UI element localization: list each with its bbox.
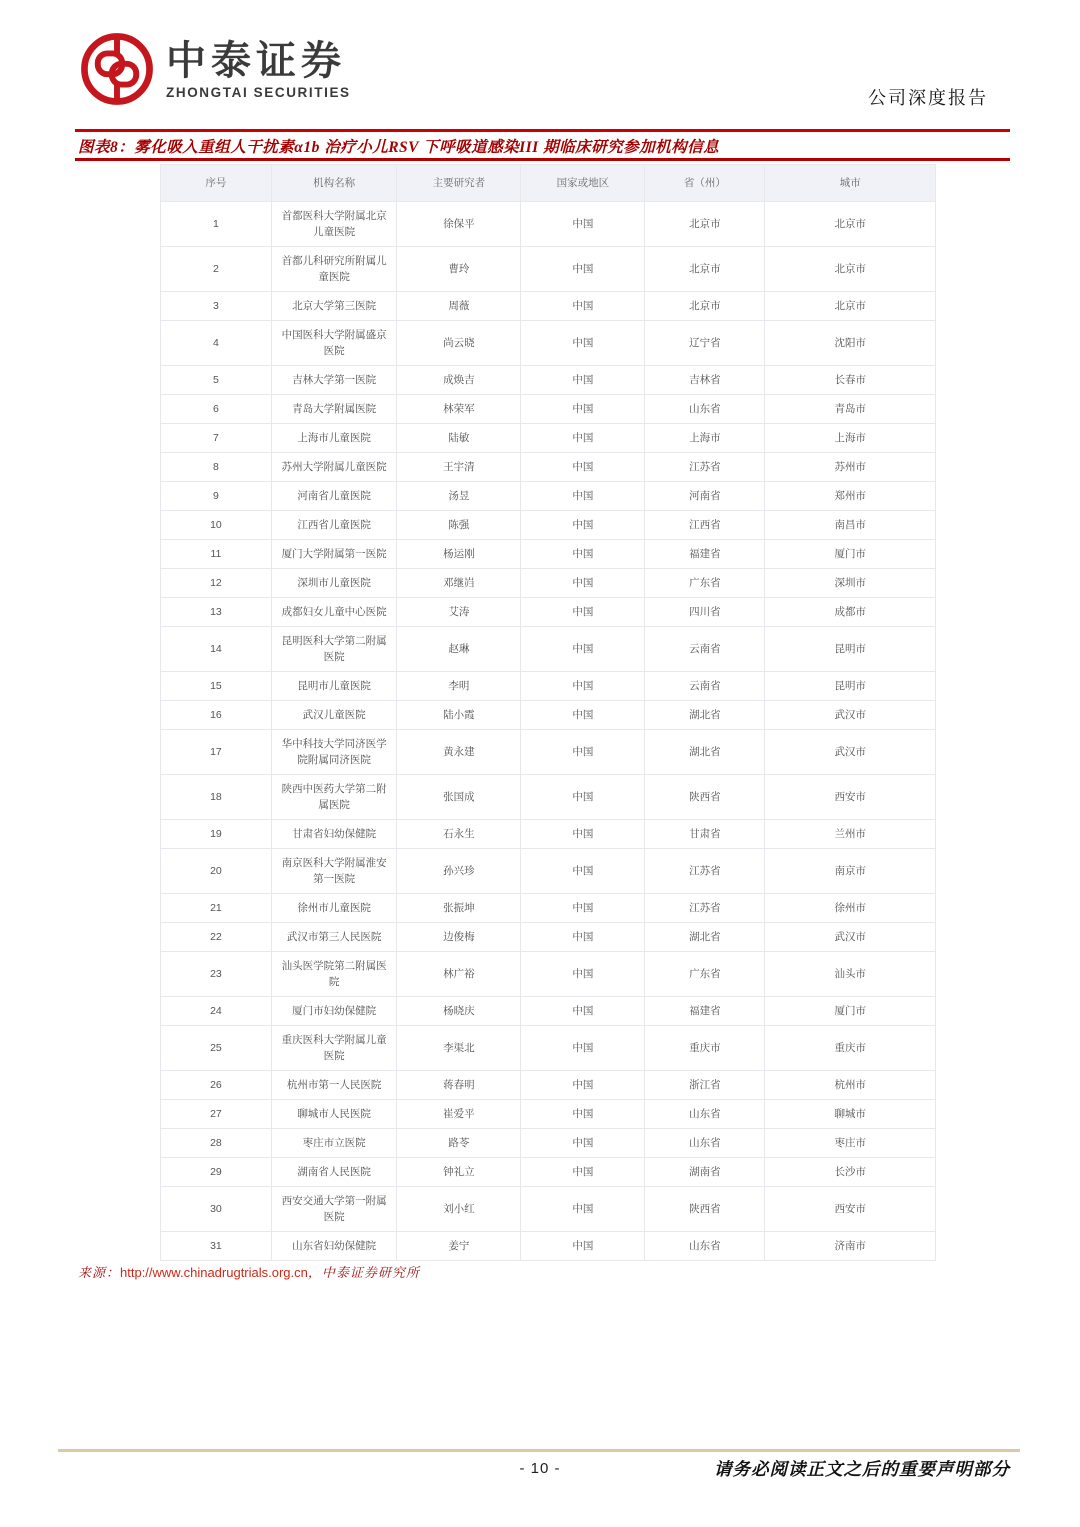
table-cell: 5 [161,366,272,395]
column-header: 机构名称 [271,165,397,202]
table-cell: 云南省 [645,627,765,672]
brand-logo [80,32,351,106]
table-cell: 湖北省 [645,923,765,952]
table-cell: 上海市 [765,424,936,453]
table-cell: 杭州市 [765,1071,936,1100]
table-row [161,701,936,730]
table-cell: 厦门市妇幼保健院 [271,997,397,1026]
table-cell: 中国 [521,598,645,627]
table-cell: 29 [161,1158,272,1187]
table-row [161,894,936,923]
table-cell: 中国 [521,849,645,894]
table-row [161,366,936,395]
table-cell: 枣庄市立医院 [271,1129,397,1158]
table-row [161,1158,936,1187]
table-cell: 中国 [521,894,645,923]
table-cell: 华中科技大学同济医学院附属同济医院 [271,730,397,775]
table-cell: 苏州市 [765,453,936,482]
brand-text [166,39,351,100]
table-cell: 3 [161,292,272,321]
report-type-label: 公司深度报告 [868,88,988,108]
table-cell: 武汉市 [765,730,936,775]
table-cell: 中国 [521,1187,645,1232]
table-cell: 江西省儿童医院 [271,511,397,540]
table-row [161,321,936,366]
table-row [161,952,936,997]
table-cell: 湖北省 [645,701,765,730]
table-cell: 上海市儿童医院 [271,424,397,453]
table-cell: 中国 [521,1100,645,1129]
table-cell: 济南市 [765,1232,936,1261]
table-cell: 2 [161,247,272,292]
table-row [161,820,936,849]
table-row [161,672,936,701]
table-cell: 厦门市 [765,997,936,1026]
table-cell: 石永生 [397,820,521,849]
source-suffix: ，中泰证券研究所 [307,1265,420,1280]
table-cell: 22 [161,923,272,952]
table-cell: 艾涛 [397,598,521,627]
table-cell: 汕头医学院第二附属医院 [271,952,397,997]
table-cell: 蒋春明 [397,1071,521,1100]
source-line [78,1262,420,1281]
table-cell: 南昌市 [765,511,936,540]
table-cell: 黄永建 [397,730,521,775]
table-cell: 成都市 [765,598,936,627]
table-cell: 中国 [521,701,645,730]
table-cell: 中国 [521,247,645,292]
table-cell: 6 [161,395,272,424]
table-cell: 北京市 [645,247,765,292]
table-cell: 13 [161,598,272,627]
table-cell: 兰州市 [765,820,936,849]
table-cell: 徐州市 [765,894,936,923]
table-cell: 张振坤 [397,894,521,923]
table-cell: 24 [161,997,272,1026]
footer-disclaimer: 请务必阅读正文之后的重要声明部分 [714,1459,1010,1479]
table-cell: 27 [161,1100,272,1129]
table-cell: 武汉市第三人民医院 [271,923,397,952]
table-cell: 辽宁省 [645,321,765,366]
brand-name-en: ZHONGTAI SECURITIES [166,84,351,100]
source-prefix: 来源： [78,1265,121,1280]
column-header: 序号 [161,165,272,202]
table-cell: 青岛市 [765,395,936,424]
table-cell: 中国 [521,321,645,366]
table-cell: 7 [161,424,272,453]
table-cell: 山东省 [645,1129,765,1158]
table-row [161,1071,936,1100]
table-cell: 孙兴珍 [397,849,521,894]
table-cell: 吉林省 [645,366,765,395]
table-cell: 15 [161,672,272,701]
table-cell: 甘肃省妇幼保健院 [271,820,397,849]
table-cell: 昆明市儿童医院 [271,672,397,701]
table-cell: 1 [161,202,272,247]
table-cell: 杨运刚 [397,540,521,569]
table-cell: 北京市 [645,202,765,247]
column-header: 省（州） [645,165,765,202]
table-cell: 浙江省 [645,1071,765,1100]
table-row [161,730,936,775]
table-cell: 曹玲 [397,247,521,292]
table-cell: 中国 [521,424,645,453]
table-cell: 上海市 [645,424,765,453]
table-cell: 湖南省 [645,1158,765,1187]
table-cell: 21 [161,894,272,923]
table-cell: 重庆市 [765,1026,936,1071]
table-row [161,1187,936,1232]
table-row [161,292,936,321]
table-cell: 邓继岿 [397,569,521,598]
table-cell: 福建省 [645,540,765,569]
table-cell: 陈强 [397,511,521,540]
table-row [161,424,936,453]
table-cell: 武汉儿童医院 [271,701,397,730]
table-cell: 昆明市 [765,627,936,672]
column-header: 城市 [765,165,936,202]
table-cell: 成焕吉 [397,366,521,395]
table-cell: 中国医科大学附属盛京医院 [271,321,397,366]
table-cell: 广东省 [645,952,765,997]
table-cell: 王宇清 [397,453,521,482]
table-cell: 南京市 [765,849,936,894]
table-cell: 北京市 [765,202,936,247]
table-cell: 8 [161,453,272,482]
table-row [161,775,936,820]
table-cell: 中国 [521,730,645,775]
table-cell: 中国 [521,292,645,321]
table-header-row [161,165,936,202]
table-cell: 中国 [521,775,645,820]
table-cell: 林广裕 [397,952,521,997]
table-cell: 14 [161,627,272,672]
table-cell: 福建省 [645,997,765,1026]
table-cell: 林荣军 [397,395,521,424]
table-cell: 汤昱 [397,482,521,511]
table-cell: 厦门大学附属第一医院 [271,540,397,569]
header-rule-bottom [75,158,1010,161]
table-cell: 吉林大学第一医院 [271,366,397,395]
table-cell: 青岛大学附属医院 [271,395,397,424]
table-cell: 中国 [521,997,645,1026]
column-header: 主要研究者 [397,165,521,202]
table-cell: 16 [161,701,272,730]
header-rule-top [75,129,1010,132]
table-cell: 江西省 [645,511,765,540]
table-cell: 成都妇女儿童中心医院 [271,598,397,627]
table-cell: 山东省 [645,1232,765,1261]
table-cell: 中国 [521,453,645,482]
table-cell: 聊城市人民医院 [271,1100,397,1129]
table-cell: 武汉市 [765,923,936,952]
table-cell: 陆小霞 [397,701,521,730]
institutions-table [160,164,936,1261]
table-cell: 汕头市 [765,952,936,997]
table-cell: 北京市 [765,292,936,321]
table-cell: 山东省 [645,395,765,424]
footer-rule [58,1449,1020,1452]
table-cell: 中国 [521,540,645,569]
table-cell: 甘肃省 [645,820,765,849]
table-cell: 江苏省 [645,453,765,482]
table-cell: 武汉市 [765,701,936,730]
table-cell: 中国 [521,202,645,247]
table-cell: 中国 [521,482,645,511]
table-cell: 杭州市第一人民医院 [271,1071,397,1100]
table-cell: 中国 [521,820,645,849]
table-cell: 赵琳 [397,627,521,672]
table-cell: 中国 [521,952,645,997]
table-cell: 西安市 [765,775,936,820]
table-cell: 中国 [521,1129,645,1158]
table-cell: 昆明医科大学第二附属医院 [271,627,397,672]
table-cell: 枣庄市 [765,1129,936,1158]
table-row [161,923,936,952]
table-cell: 中国 [521,672,645,701]
column-header: 国家或地区 [521,165,645,202]
table-cell: 陆敏 [397,424,521,453]
table-cell: 4 [161,321,272,366]
table-cell: 钟礼立 [397,1158,521,1187]
table-cell: 中国 [521,569,645,598]
table-cell: 路苓 [397,1129,521,1158]
table-cell: 江苏省 [645,894,765,923]
table-cell: 深圳市 [765,569,936,598]
table-cell: 中国 [521,923,645,952]
table-row [161,453,936,482]
table-cell: 中国 [521,1232,645,1261]
table-cell: 沈阳市 [765,321,936,366]
table-cell: 南京医科大学附属淮安第一医院 [271,849,397,894]
table-cell: 陕西省 [645,1187,765,1232]
table-cell: 杨晓庆 [397,997,521,1026]
table-cell: 19 [161,820,272,849]
table-row [161,569,936,598]
table-cell: 23 [161,952,272,997]
table-cell: 重庆医科大学附属儿童医院 [271,1026,397,1071]
table-cell: 周薇 [397,292,521,321]
table-cell: 厦门市 [765,540,936,569]
table-row [161,849,936,894]
table-header [161,165,936,202]
table-cell: 聊城市 [765,1100,936,1129]
table-cell: 中国 [521,366,645,395]
table-row [161,627,936,672]
table-cell: 云南省 [645,672,765,701]
institutions-table-wrap [160,164,936,1261]
table-cell: 31 [161,1232,272,1261]
table-cell: 边俊梅 [397,923,521,952]
table-cell: 李明 [397,672,521,701]
table-cell: 西安交通大学第一附属医院 [271,1187,397,1232]
zhongtai-emblem-icon [80,32,154,106]
table-row [161,1026,936,1071]
table-cell: 中国 [521,395,645,424]
table-cell: 北京市 [645,292,765,321]
table-cell: 张国成 [397,775,521,820]
table-cell: 山东省 [645,1100,765,1129]
table-row [161,540,936,569]
table-cell: 30 [161,1187,272,1232]
figure-title: 图表8：雾化吸入重组人干扰素α1b 治疗小儿RSV 下呼吸道感染III 期临床研究参加机构信息 [78,139,720,156]
table-cell: 12 [161,569,272,598]
table-row [161,247,936,292]
table-row [161,482,936,511]
table-cell: 姜宁 [397,1232,521,1261]
table-row [161,202,936,247]
table-cell: 湖北省 [645,730,765,775]
table-cell: 广东省 [645,569,765,598]
table-cell: 陕西中医药大学第二附属医院 [271,775,397,820]
table-row [161,395,936,424]
table-cell: 山东省妇幼保健院 [271,1232,397,1261]
table-cell: 中国 [521,1026,645,1071]
table-cell: 25 [161,1026,272,1071]
table-cell: 徐州市儿童医院 [271,894,397,923]
table-cell: 28 [161,1129,272,1158]
table-row [161,1232,936,1261]
table-cell: 湖南省人民医院 [271,1158,397,1187]
table-cell: 11 [161,540,272,569]
table-cell: 昆明市 [765,672,936,701]
table-cell: 徐保平 [397,202,521,247]
table-cell: 刘小红 [397,1187,521,1232]
table-cell: 中国 [521,1158,645,1187]
table-cell: 首都医科大学附属北京儿童医院 [271,202,397,247]
table-cell: 西安市 [765,1187,936,1232]
source-url-link[interactable]: http://www.chinadrugtrials.org.cn [120,1265,308,1280]
table-cell: 10 [161,511,272,540]
table-cell: 长春市 [765,366,936,395]
table-cell: 李渠北 [397,1026,521,1071]
table-cell: 陕西省 [645,775,765,820]
table-row [161,1129,936,1158]
table-row [161,1100,936,1129]
table-row [161,997,936,1026]
table-cell: 苏州大学附属儿童医院 [271,453,397,482]
table-cell: 崔爱平 [397,1100,521,1129]
table-cell: 河南省儿童医院 [271,482,397,511]
table-cell: 20 [161,849,272,894]
table-cell: 重庆市 [645,1026,765,1071]
table-body [161,202,936,1261]
table-row [161,598,936,627]
table-cell: 郑州市 [765,482,936,511]
table-cell: 四川省 [645,598,765,627]
table-cell: 中国 [521,627,645,672]
table-cell: 中国 [521,1071,645,1100]
table-cell: 9 [161,482,272,511]
table-cell: 17 [161,730,272,775]
table-cell: 18 [161,775,272,820]
page-number: - 10 - [519,1460,561,1477]
table-cell: 河南省 [645,482,765,511]
table-cell: 中国 [521,511,645,540]
table-cell: 首都儿科研究所附属儿童医院 [271,247,397,292]
table-cell: 江苏省 [645,849,765,894]
table-cell: 长沙市 [765,1158,936,1187]
table-cell: 26 [161,1071,272,1100]
table-cell: 深圳市儿童医院 [271,569,397,598]
brand-name-cn: 中泰证券 [166,38,346,83]
table-row [161,511,936,540]
table-cell: 北京市 [765,247,936,292]
table-cell: 尚云晓 [397,321,521,366]
table-cell: 北京大学第三医院 [271,292,397,321]
